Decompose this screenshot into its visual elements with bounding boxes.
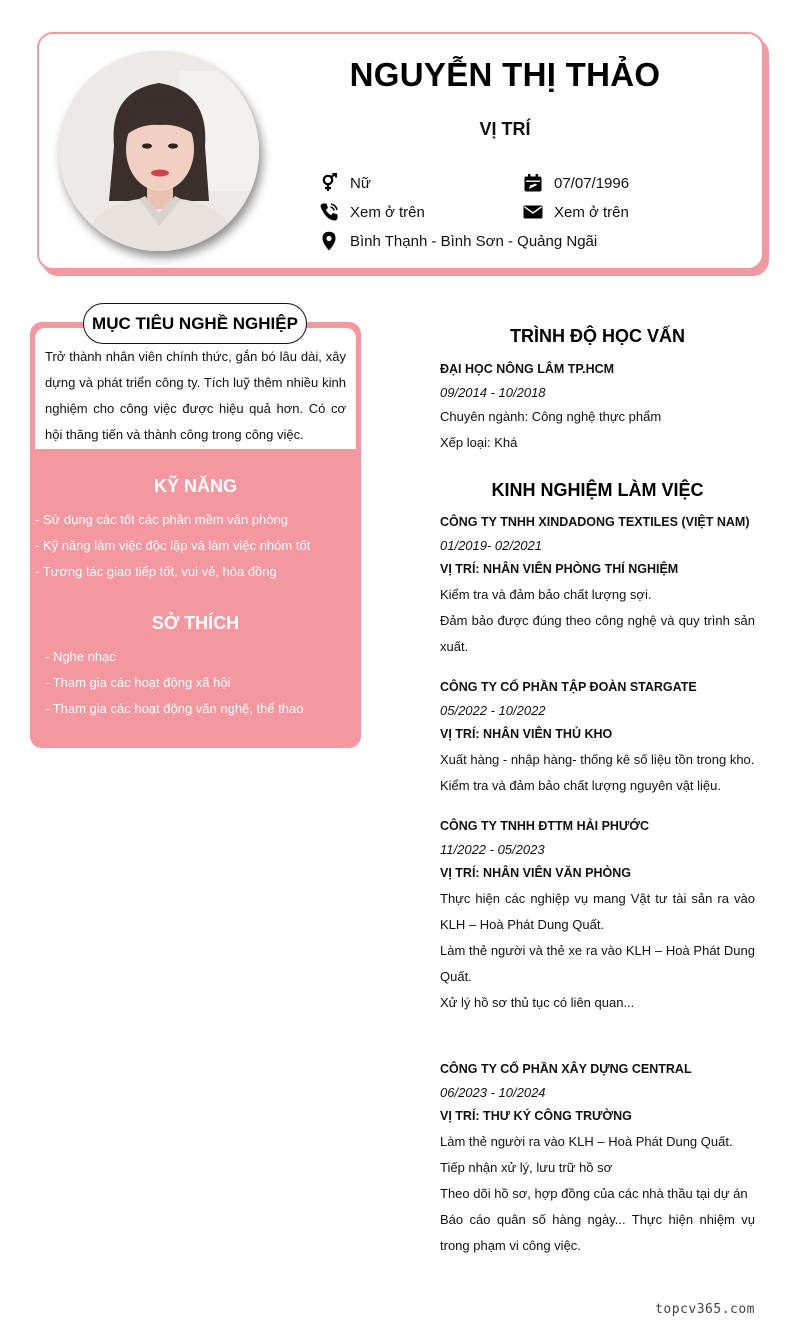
- birthdate-value: 07/07/1996: [554, 174, 630, 192]
- education-major: Chuyên ngành: Công nghệ thực phẩm: [440, 409, 662, 424]
- calendar-icon: [523, 173, 543, 193]
- job-period: 01/2019- 02/2021: [440, 538, 542, 553]
- skill-item: - Sử dụng các tốt các phần mềm văn phòng: [35, 512, 288, 527]
- profile-photo: [59, 51, 259, 251]
- phone-value: Xem ở trên: [350, 203, 425, 221]
- skill-item: - Tương tác giao tiếp tốt, vui vẻ, hòa đồng: [35, 564, 277, 579]
- objective-title: MỤC TIÊU NGHỀ NGHIỆP: [83, 303, 307, 344]
- gender-icon: [319, 173, 339, 193]
- job-role: VỊ TRÍ: NHÂN VIÊN VĂN PHÒNG: [440, 866, 631, 880]
- footer-watermark: topcv365.com: [655, 1302, 755, 1317]
- job-period: 11/2022 - 05/2023: [440, 842, 545, 857]
- job-duty: Xử lý hồ sơ thủ tục có liên quan...: [440, 995, 635, 1010]
- address-info: [319, 231, 597, 251]
- education-title: TRÌNH ĐỘ HỌC VẤN: [510, 326, 685, 346]
- gender-info: [319, 173, 371, 193]
- job-duty: Tiếp nhận xử lý, lưu trữ hồ sơ: [440, 1160, 613, 1175]
- job-duty: Kiểm tra và đảm bảo chất lượng sợi.: [440, 587, 652, 602]
- phone-icon: [319, 202, 339, 222]
- job-company: CÔNG TY TNHH ĐTTM HẢI PHƯỚC: [440, 819, 649, 833]
- job-company: CÔNG TY TNHH XINDADONG TEXTILES (VIỆT NAM): [440, 515, 750, 529]
- phone-info: [319, 202, 425, 222]
- job-company: CÔNG TY CỔ PHẦN XÂY DỰNG CENTRAL: [440, 1062, 692, 1076]
- job-duty: Đảm bảo được đúng theo công nghệ và quy trình sản xuất.: [440, 613, 755, 654]
- job-period: 05/2022 - 10/2022: [440, 703, 546, 718]
- job-duty: Xuất hàng - nhập hàng- thống kê số liệu tồn trong kho.: [440, 752, 755, 767]
- job-duty: Báo cáo quân số hàng ngày... Thực hiện nhiệm vụ trong phạm vi công việc.: [440, 1212, 755, 1253]
- job-duty: Kiểm tra và đảm bảo chất lượng nguyên vật liệu.: [440, 778, 721, 793]
- job-duty: Làm thẻ người và thẻ xe ra vào KLH – Hoà Phát Dung Quất.: [440, 943, 755, 984]
- school-name: ĐẠI HỌC NÔNG LÂM TP.HCM: [440, 362, 615, 376]
- job-company: CÔNG TY CỔ PHẦN TẬP ĐOÀN STARGATE: [440, 680, 697, 694]
- objective-text: Trở thành nhân viên chính thức, gắn bó lâu dài, xây dựng và phát triển công ty. Tích luỹ thêm nhiều kinh nghiệm cho công việc được hiệu quả hơn. Có cơ hội thăng tiến và thành công trong công việc.: [45, 349, 346, 442]
- skills-title: KỸ NĂNG: [153, 476, 237, 496]
- experience-title: KINH NGHIỆM LÀM VIỆC: [491, 480, 704, 500]
- address-value: Bình Thạnh - Bình Sơn - Quảng Ngãi: [350, 232, 598, 250]
- education-period: 09/2014 - 10/2018: [440, 385, 546, 400]
- gender-value: Nữ: [350, 174, 371, 192]
- job-role: VỊ TRÍ: NHÂN VIÊN PHÒNG THÍ NGHIỆM: [440, 562, 679, 576]
- hobby-item: - Nghe nhạc: [45, 649, 116, 664]
- candidate-position: VỊ TRÍ: [479, 119, 531, 139]
- job-duty: Làm thẻ người ra vào KLH – Hoà Phát Dung Quất.: [440, 1134, 733, 1149]
- job-duty: Theo dõi hồ sơ, hợp đồng của các nhà thầu tại dự án: [440, 1186, 748, 1201]
- skill-item: - Kỹ năng làm việc độc lập và làm việc nhóm tốt: [35, 538, 311, 553]
- job-period: 06/2023 - 10/2024: [440, 1085, 546, 1100]
- hobbies-title: SỞ THÍCH: [151, 613, 240, 633]
- job-role: VỊ TRÍ: THƯ KÝ CÔNG TRƯỜNG: [440, 1109, 632, 1123]
- location-pin-icon: [319, 231, 339, 251]
- education-grade: Xếp loại: Khá: [440, 435, 518, 450]
- email-info: [523, 202, 629, 222]
- envelope-icon: [523, 202, 543, 222]
- hobby-item: - Tham gia các hoạt động văn nghệ, thể thao: [45, 701, 304, 716]
- job-role: VỊ TRÍ: NHÂN VIÊN THỦ KHO: [440, 727, 613, 741]
- candidate-name: NGUYỄN THỊ THẢO: [349, 56, 661, 93]
- job-duty: Thực hiện các nghiệp vụ mang Vật tư tài sản ra vào KLH – Hoà Phát Dung Quất.: [440, 891, 755, 932]
- email-value: Xem ở trên: [554, 203, 629, 221]
- hobby-item: - Tham gia các hoạt động xã hội: [45, 675, 231, 690]
- birthdate-info: [523, 173, 629, 193]
